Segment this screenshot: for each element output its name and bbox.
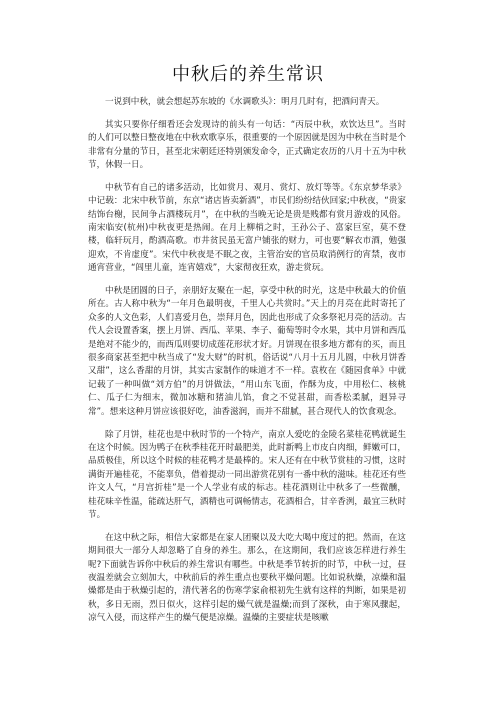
paragraph: 一说到中秋，就会想起苏东坡的《水调歌头》：明月几时有，把酒问青天。 [105,97,385,107]
paragraph: 其实只要你仔细看还会发现诗的前头有一句话：“丙辰中秋，欢饮达旦”。当时的人们可以整日整夜地在中秋欢歌享乐，很重要的一个原因就是因为中秋在当时是个非常有分量的节日，甚至北宋朝廷还特别颁发命令，正式确定农历的八月十五为中秋节，休假一日。 [88,119,406,171]
paragraph: 除了月饼，桂花也是中秋时节的一个特产，南京人爱吃的金陵名菜桂花鸭就诞生在这个时候。因为鸭子在秋季桂花开时最肥美，此时新鸭上市皮白肉细，鲜嫩可口，品质极佳，所以这个时候的桂花鸭才是最棒的。宋人还有在中秋节赏桂的习惯，这时满街开遍桂花，不能辜负，借着提动一同出游赏花别有一番中秋的滋味。桂花还有些许文人气，“月宫折桂”是一个人学业有成的标志。桂花酒则让中秋多了一些微醺，桂花味辛性温，能疏达肝气，酒精也可调畅情志，花酒相合，甘辛香洌，最宜三秋时节。 [88,429,406,520]
page-title: 中秋后的养生常识 [172,64,324,85]
paragraph: 在这中秋之际，相信大家都是在家人团聚以及大吃大喝中度过的把。然而，在这期间很大一部分人却忽略了自身的养生。那么，在这期间，我们应该怎样进行养生呢?下面就告诉你中秋后的养生常识有哪些。中秋是季节转折的时节，中秋一过，昼夜温差就会立刻加大，中秋前后的养生重点也要秋平燥问题。比如说秋燥，凉燥和温燥都是由于秋燥引起的，清代著名的伤寒学家俞根初先生就有这样的判断，如果是初秋，多日无雨，烈日似火，这样引起的燥气就是温燥;而到了深秋，由于寒风骤起，凉气入侵，而这样产生的燥气便是凉燥。温燥的主要症状是咳嗽 [88,532,406,624]
article-body [88,96,406,696]
paragraph: 中秋是团圆的日子，亲朋好友聚在一起，享受中秋的时光，这是中秋最大的价值所在。古人称中秋为“一年月色最明夜，千里人心共赏时。”天上的月亮在此时寄托了众多的人文色彩，人们喜爱月色，崇拜月色，因此也形成了众多祭祀月亮的活动。古代人会设置香案，摆上月饼、西瓜、苹果、李子、葡萄等时令水果，其中月饼和西瓜是绝对不能少的，而西瓜则要切成莲花形状才好。月饼现在很多地方都有的买，而且很多商家甚至把中秋当成了“发大财”的时机，俗话说“八月十五月儿圆，中秋月饼香又甜”，这么香甜的月饼，其实古家制作的味道才不一样。袁枚在《随园食单》中就记载了一种叫做“刘方伯”的月饼做法，“用山东飞面，作酥为皮，中用松仁、核桃仁、瓜子仁为细末，微加冰糖和猪油儿馅，食之不觉甚甜，而香松柔腻，迥异寻常”。想来这种月饼应该很好吃，油香滋润，而并不甜腻，甚合现代人的饮食观念。 [88,286,406,417]
paragraph: 中秋节有自己的诸多活动，比如赏月、观月、赏灯、放灯等等。《东京梦华录》中记载：北宋中秋节前，东京“诸店皆卖新酒”，市民们纷纷结伙回家;中秋夜，“贵家结饰台榭，民间争占酒楼玩月”，在中秋的当晚无论是贵是贱都有赏月游戏的风俗。南宋临安(杭州)中秋夜更是热闹。在月上柳梢之时，王孙公子、富家巨室，莫不登楼，临轩玩月，酌酒高歌。市井贫民虽无富户铺张的财力，可也要“解衣市酒，勉强迎欢，不肯虚度”。宋代中秋夜是不眠之夜，主管治安的官员取消例行的宵禁，夜市通宵营业，“闾里儿童，连宵嬉戏”，大家彻夜狂欢，游走赏玩。 [88,182,406,274]
